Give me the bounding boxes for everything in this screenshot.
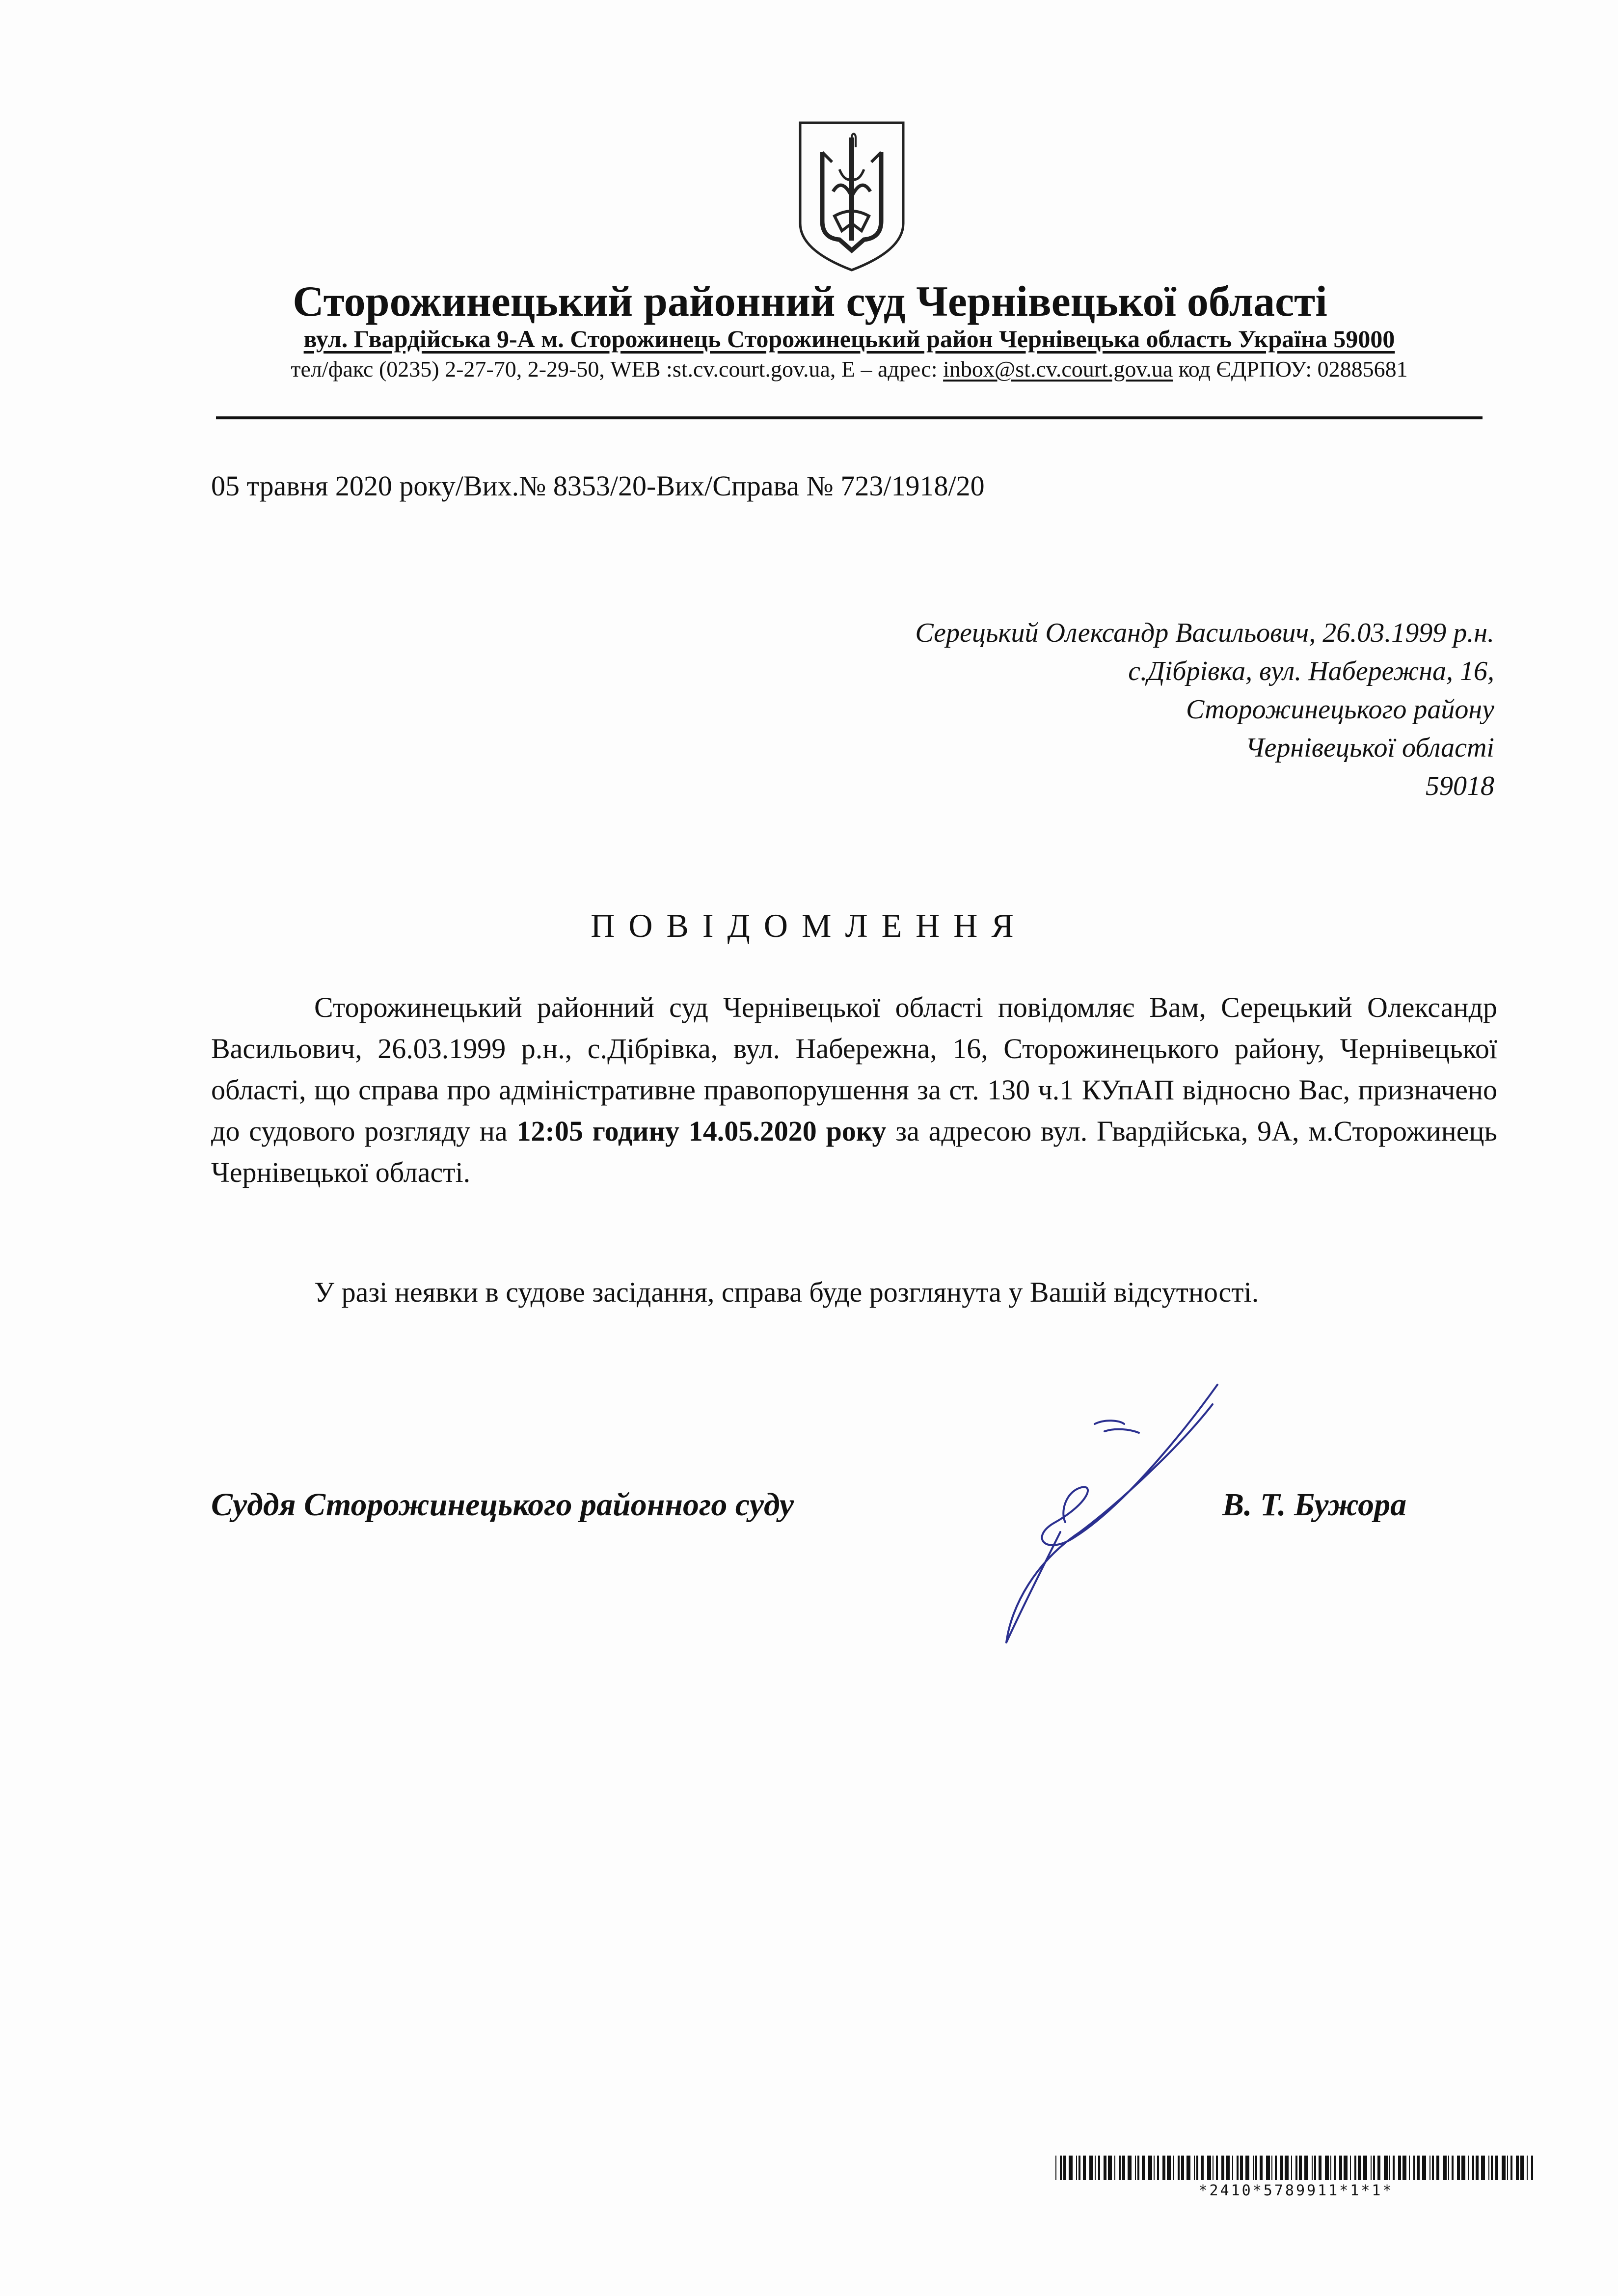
judge-name: В. Т. Бужора	[1222, 1487, 1407, 1523]
hearing-datetime: 12:05 годину 14.05.2020 року	[516, 1115, 887, 1147]
body-paragraph: У разі неявки в судове засідання, справа буде розглянута у Вашій відсутності.	[314, 1276, 1259, 1308]
paragraph-text: за адресою вул. Гвардійська, 9А, м.Сторожинець Чернівецької області.	[211, 1115, 1497, 1188]
recipient-line: Серецький Олександр Васильович, 26.03.1999 р.н.	[915, 618, 1494, 648]
coat-of-arms-icon	[793, 118, 911, 275]
paragraph-text: Сторожинецький районний суд Чернівецької області повідомляє Вам, Серецький Олександр Васильович, 26.03.1999 р.н., с.Дібрівка, вул. Набережна, 16, Сторожинецького району, Чернівецької області, що справа про адміністративне правопорушення за ст. 130 ч.1 КУпАП відносно Вас, призначено до судового розгляду на	[211, 991, 1497, 1147]
recipient-line: 59018	[1426, 771, 1494, 801]
barcode-icon	[1055, 2156, 1537, 2180]
document-title: ПОВІДОМЛЕННЯ	[591, 907, 1027, 944]
court-contacts	[226, 354, 1473, 385]
body-paragraph	[211, 987, 1497, 1193]
handwritten-signature-icon	[982, 1375, 1237, 1650]
header-divider	[216, 416, 1483, 419]
court-address: вул. Гвардійська 9-А м. Сторожинець Сторожинецький район Чернівецька область Україна 59000	[303, 325, 1395, 353]
court-email: inbox@st.cv.court.gov.ua	[943, 356, 1173, 382]
barcode-text: *2410*5789911*1*1*	[1198, 2182, 1394, 2199]
recipient-line: с.Дібрівка, вул. Набережна, 16,	[1128, 656, 1494, 686]
recipient-block	[660, 614, 1494, 805]
recipient-line: Чернівецької області	[1245, 733, 1494, 763]
recipient-line: Сторожинецького району	[1186, 694, 1494, 725]
court-name: Сторожинецький районний суд Чернівецької області	[293, 278, 1327, 326]
reference-line: 05 травня 2020 року/Вих.№ 8353/20-Вих/Справа № 723/1918/20	[211, 470, 985, 502]
contacts-suffix: код ЄДРПОУ: 02885681	[1173, 356, 1408, 382]
judge-title: Суддя Сторожинецького районного суду	[211, 1487, 794, 1523]
contacts-prefix: тел/факс (0235) 2-27-70, 2-29-50, WEB :st.cv.court.gov.ua, E – адрес:	[291, 356, 944, 382]
